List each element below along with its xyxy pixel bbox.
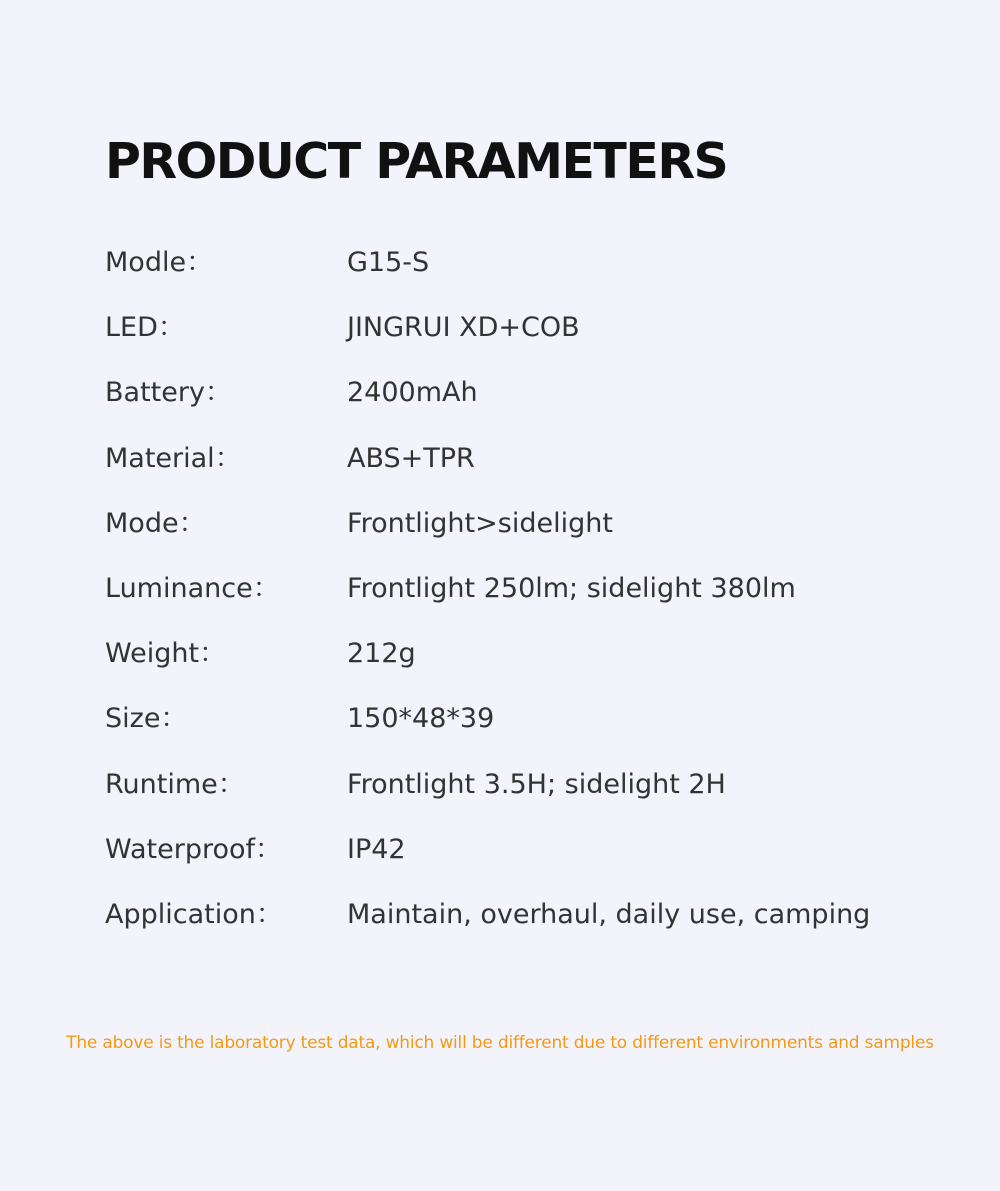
spec-value: Maintain, overhaul, daily use, camping (347, 898, 871, 930)
spec-row-mode (105, 499, 965, 564)
spec-label: Runtime： (105, 768, 245, 800)
spec-value: ABS+TPR (347, 442, 475, 474)
spec-label: Mode： (105, 507, 206, 539)
spec-value: Frontlight 250lm; sidelight 380lm (347, 572, 796, 604)
spec-row-luminance (105, 564, 965, 629)
spec-value: 2400mAh (347, 377, 478, 409)
spec-row-runtime (105, 760, 965, 825)
spec-label: Material： (105, 442, 242, 474)
spec-value: 150*48*39 (347, 703, 495, 735)
spec-label: Luminance： (105, 572, 280, 604)
spec-row-battery (105, 368, 965, 433)
spec-value: Frontlight 3.5H; sidelight 2H (347, 768, 726, 800)
spec-label: Weight： (105, 638, 227, 670)
spec-label: LED： (105, 312, 185, 344)
spec-value: G15-S (347, 247, 430, 278)
spec-label: Battery： (105, 377, 232, 409)
page-title: PRODUCT PARAMETERS (105, 133, 728, 190)
disclaimer-note: The above is the laboratory test data, which will be different due to different environments and samples (66, 1033, 934, 1053)
spec-label: Application： (105, 898, 283, 930)
spec-value: 212g (347, 638, 416, 670)
spec-row-weight (105, 629, 965, 694)
spec-label: Size： (105, 703, 188, 735)
spec-row-led (105, 303, 965, 368)
spec-list (105, 238, 965, 955)
spec-value: JINGRUI XD+COB (347, 312, 580, 344)
spec-row-modle (105, 238, 965, 303)
spec-label: Modle： (105, 247, 214, 278)
spec-row-application (105, 890, 965, 955)
spec-label: Waterproof： (105, 833, 283, 865)
spec-value: IP42 (347, 833, 406, 865)
spec-row-waterproof (105, 825, 965, 890)
spec-value: Frontlight>sidelight (347, 507, 613, 539)
spec-row-size (105, 694, 965, 759)
spec-row-material (105, 434, 965, 499)
